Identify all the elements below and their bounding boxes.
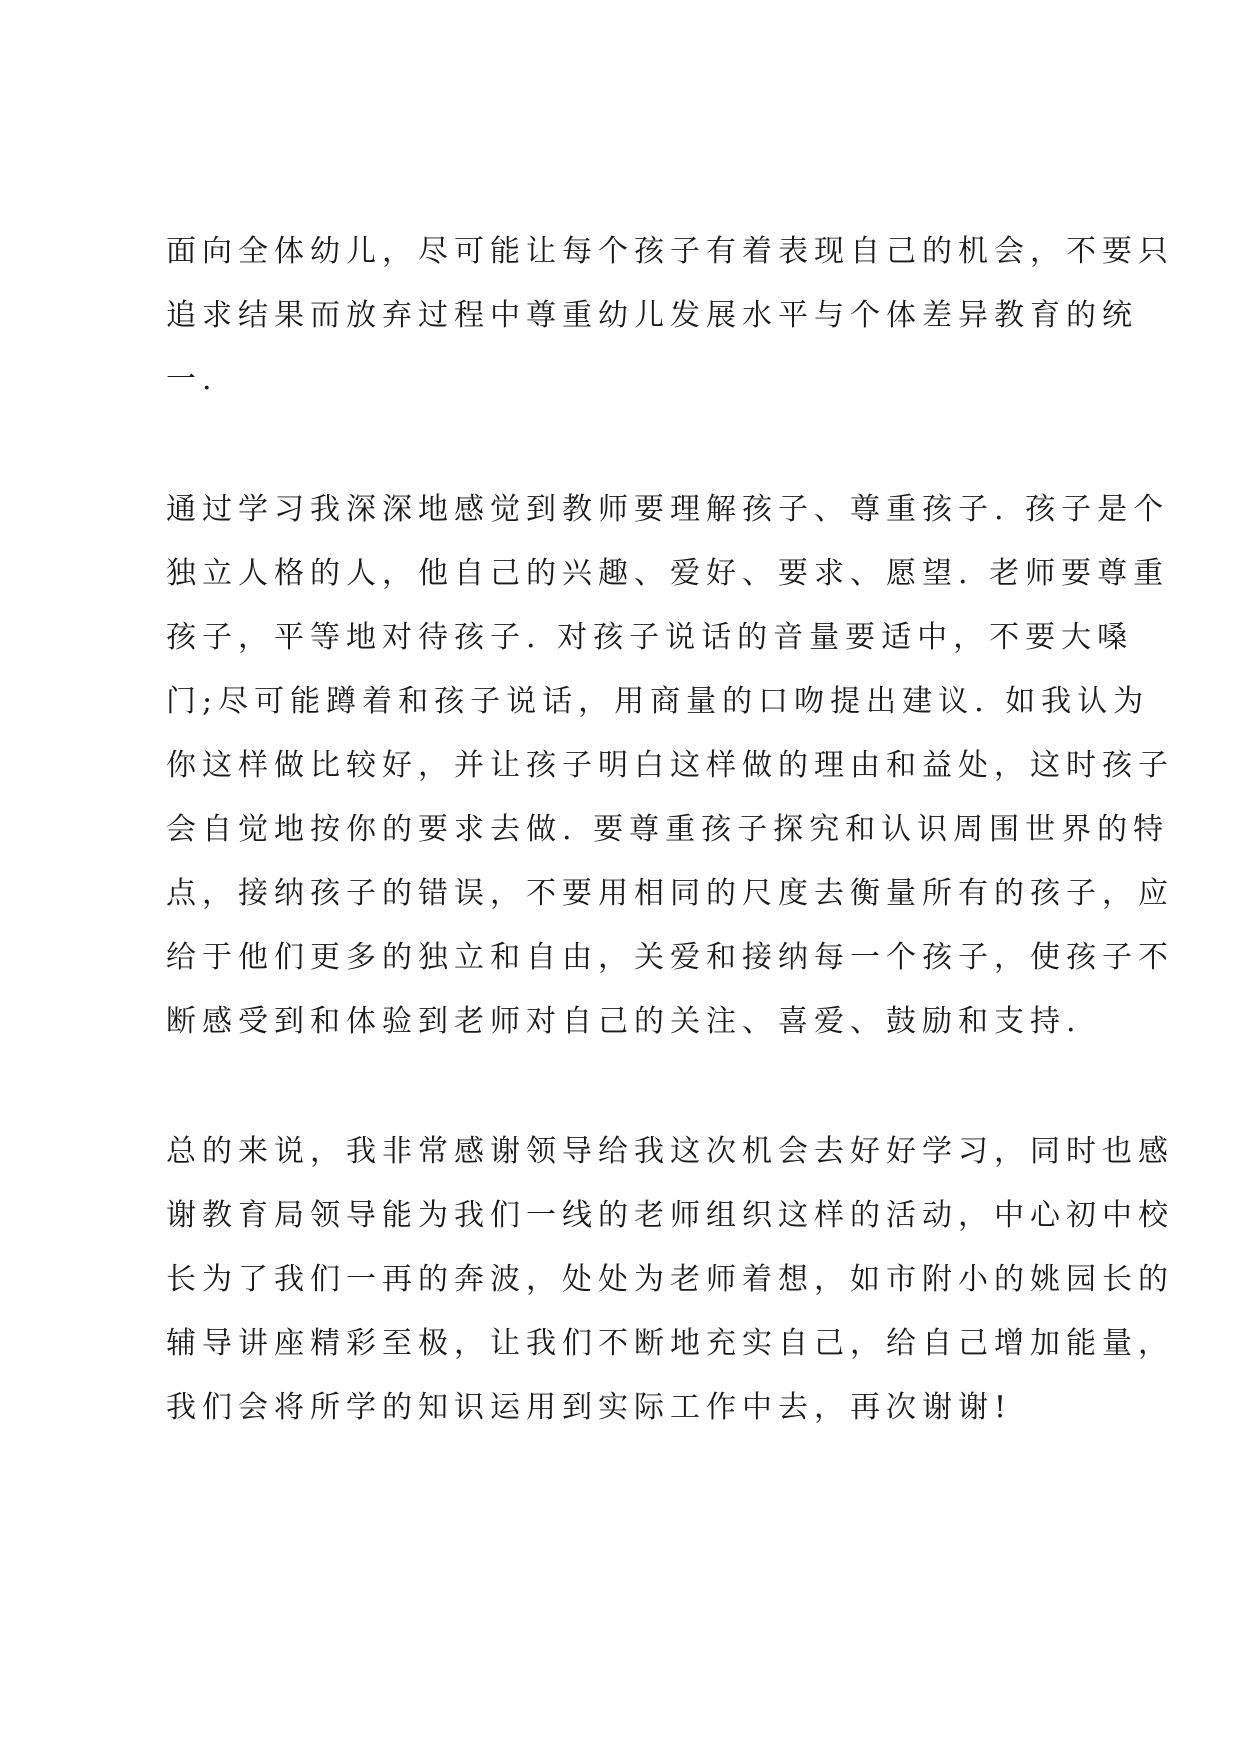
text-line: 总的来说，我非常感谢领导给我这次机会去好好学习，同时也感 bbox=[166, 1134, 1174, 1169]
text-line: 辅导讲座精彩至极，让我们不断地充实自己，给自己增加能量， bbox=[166, 1326, 1174, 1361]
text-line: 通过学习我深深地感觉到教师要理解孩子、尊重孩子. 孩子是个 bbox=[166, 492, 1170, 527]
text-line: 面向全体幼儿，尽可能让每个孩子有着表现自己的机会，不要只 bbox=[166, 234, 1174, 269]
text-line: 门;尽可能蹲着和孩子说话，用商量的口吻提出建议. 如我认为 bbox=[166, 684, 1150, 719]
text-line: 孩子，平等地对待孩子. 对孩子说话的音量要适中，不要大嗓 bbox=[166, 620, 1134, 655]
text-line: 断感受到和体验到老师对自己的关注、喜爱、鼓励和支持. bbox=[166, 1004, 1082, 1039]
text-line: 你这样做比较好，并让孩子明白这样做的理由和益处，这时孩子 bbox=[166, 748, 1174, 783]
text-line: 谢教育局领导能为我们一线的老师组织这样的活动，中心初中校 bbox=[166, 1198, 1174, 1233]
text-line: 一. bbox=[166, 362, 218, 397]
text-line: 点，接纳孩子的错误，不要用相同的尺度去衡量所有的孩子，应 bbox=[166, 876, 1174, 911]
text-line: 我们会将所学的知识运用到实际工作中去，再次谢谢! bbox=[166, 1390, 1013, 1425]
text-line: 给于他们更多的独立和自由，关爱和接纳每一个孩子，使孩子不 bbox=[166, 940, 1174, 975]
text-line: 会自觉地按你的要求去做. 要尊重孩子探究和认识周围世界的特 bbox=[166, 812, 1170, 847]
text-line: 追求结果而放弃过程中尊重幼儿发展水平与个体差异教育的统 bbox=[166, 298, 1138, 333]
paragraph-2 bbox=[166, 478, 1174, 1054]
text-line: 独立人格的人，他自己的兴趣、爱好、要求、愿望. 老师要尊重 bbox=[166, 556, 1170, 591]
text-line: 长为了我们一再的奔波，处处为老师着想，如市附小的姚园长的 bbox=[166, 1262, 1174, 1297]
paragraph-3 bbox=[166, 1120, 1174, 1440]
paragraph-1 bbox=[166, 220, 1174, 412]
